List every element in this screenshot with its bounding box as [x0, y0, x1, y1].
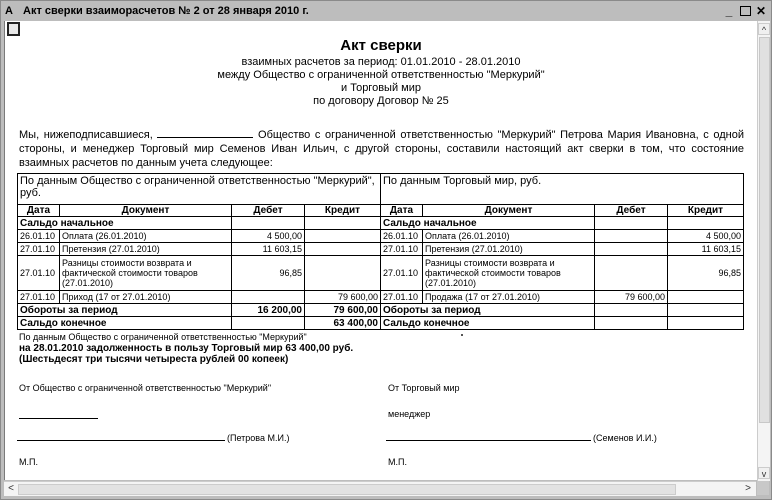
cell-document: Претензия (27.01.2010)	[60, 243, 232, 256]
horizontal-scroll-thumb[interactable]	[18, 484, 676, 495]
scroll-down-button[interactable]: v	[758, 467, 770, 479]
cell-debit	[595, 230, 668, 243]
closing-credit: 63 400,00	[305, 317, 381, 330]
closing-debit	[232, 317, 305, 330]
cell-credit	[305, 230, 381, 243]
sign-left-signature-line	[17, 440, 225, 441]
intro-part2: Общество с ограниченной ответственностью "Меркурий" Петрова Мария Ивановна, с одной стороны, и менеджер Торговый мир Семенов Иван Ильич, с другой стороны, составили настоящий акт сверки в том, что состояние взаимных расчетов по данным учета следующее:	[19, 129, 744, 169]
col-credit: Кредит	[305, 205, 381, 217]
sign-right-stamp: М.П.	[388, 457, 407, 467]
right-caption: По данным Торговый мир, руб.	[381, 174, 744, 205]
table-row	[18, 256, 744, 291]
col-debit: Дебет	[595, 205, 668, 217]
closing-label: Сальдо конечное	[18, 317, 232, 330]
vertical-scroll-thumb[interactable]	[759, 37, 770, 423]
cell-document: Разницы стоимости возврата и фактической стоимости товаров (27.01.2010)	[423, 256, 595, 291]
document-title: Акт сверки	[340, 37, 422, 54]
cell-document: Оплата (26.01.2010)	[423, 230, 595, 243]
summary-amount-words: (Шестьдесят три тысячи четыреста рублей 00 копеек)	[19, 354, 289, 365]
sign-right-signature-line	[386, 440, 591, 441]
closing-credit	[668, 317, 744, 330]
table-row	[18, 230, 744, 243]
cell-credit	[305, 243, 381, 256]
cell-document: Продажа (17 от 27.01.2010)	[423, 291, 595, 304]
opening-credit	[668, 217, 744, 230]
cell-credit	[668, 291, 744, 304]
sign-right-position: менеджер	[388, 409, 431, 419]
maximize-button[interactable]	[739, 5, 751, 17]
turnover-label: Обороты за период	[381, 304, 595, 317]
table-row	[18, 291, 744, 304]
opening-debit	[232, 217, 305, 230]
turnover-debit	[595, 304, 668, 317]
cell-date: 27.01.10	[18, 256, 60, 291]
col-document: Документ	[60, 205, 232, 217]
scroll-right-button[interactable]: >	[745, 483, 751, 494]
cell-debit: 4 500,00	[232, 230, 305, 243]
subtitle-between: между Общество с ограниченной ответственностью "Меркурий"	[217, 69, 545, 81]
col-credit: Кредит	[668, 205, 744, 217]
stray-dot	[461, 334, 463, 336]
vertical-scrollbar[interactable]	[757, 21, 770, 481]
scroll-up-button[interactable]: ^	[758, 23, 770, 35]
col-debit: Дебет	[232, 205, 305, 217]
subtitle-and: и Торговый мир	[341, 82, 421, 94]
sign-right-from: От Торговый мир	[388, 383, 460, 393]
turnover-credit: 79 600,00	[305, 304, 381, 317]
closing-balance-row	[18, 317, 744, 330]
cell-debit	[232, 291, 305, 304]
signature-blank	[157, 128, 253, 138]
cell-credit: 79 600,00	[305, 291, 381, 304]
cell-document: Претензия (27.01.2010)	[423, 243, 595, 256]
col-document: Документ	[423, 205, 595, 217]
horizontal-scrollbar[interactable]	[4, 481, 756, 496]
turnover-credit	[668, 304, 744, 317]
sign-left-stamp: М.П.	[19, 457, 38, 467]
scroll-left-button[interactable]: <	[8, 483, 14, 494]
closing-debit	[595, 317, 668, 330]
closing-label: Сальдо конечное	[381, 317, 595, 330]
subtitle-period: взаимных расчетов за период: 01.01.2010 - 28.01.2010	[241, 56, 521, 68]
opening-label: Сальдо начальное	[18, 217, 232, 230]
intro-paragraph	[19, 128, 744, 170]
turnover-label: Обороты за период	[18, 304, 232, 317]
col-date: Дата	[18, 205, 60, 217]
cell-credit: 4 500,00	[668, 230, 744, 243]
summary-line1: По данным Общество с ограниченной ответственностью "Меркурий"	[19, 332, 307, 342]
cell-debit: 96,85	[232, 256, 305, 291]
minimize-button[interactable]: _	[725, 4, 733, 18]
sign-right-name: (Семенов И.И.)	[593, 433, 657, 443]
left-caption: По данным Общество с ограниченной ответственностью "Меркурий", руб.	[18, 174, 381, 205]
cell-date: 27.01.10	[381, 256, 423, 291]
reconciliation-table	[17, 173, 744, 330]
cell-date: 26.01.10	[381, 230, 423, 243]
turnover-debit: 16 200,00	[232, 304, 305, 317]
subtitle-contract: по договору Договор № 25	[313, 95, 449, 107]
cell-credit	[305, 256, 381, 291]
window-title: Акт сверки взаиморасчетов № 2 от 28 января 2010 г.	[23, 5, 309, 17]
opening-debit	[595, 217, 668, 230]
cell-document: Приход (17 от 27.01.2010)	[60, 291, 232, 304]
cell-date: 26.01.10	[18, 230, 60, 243]
cell-debit: 79 600,00	[595, 291, 668, 304]
size-grip[interactable]	[757, 481, 769, 495]
cell-debit	[595, 243, 668, 256]
summary-debt: на 28.01.2010 задолженность в пользу Торговый мир 63 400,00 руб.	[19, 343, 354, 354]
document-area	[4, 21, 757, 480]
opening-credit	[305, 217, 381, 230]
cell-debit: 11 603,15	[232, 243, 305, 256]
cell-debit	[595, 256, 668, 291]
cell-document: Оплата (26.01.2010)	[60, 230, 232, 243]
cell-date: 27.01.10	[18, 243, 60, 256]
maximize-icon	[740, 6, 751, 16]
cell-credit: 96,85	[668, 256, 744, 291]
sign-left-name: (Петрова М.И.)	[227, 433, 290, 443]
close-button[interactable]: ✕	[755, 4, 767, 18]
title-bar[interactable]	[1, 1, 771, 21]
opening-label: Сальдо начальное	[381, 217, 595, 230]
intro-part1: Мы, нижеподписавшиеся,	[19, 129, 153, 141]
opening-balance-row	[18, 217, 744, 230]
cell-date: 27.01.10	[381, 291, 423, 304]
select-all-corner[interactable]	[7, 22, 20, 36]
cell-document: Разницы стоимости возврата и фактической стоимости товаров (27.01.2010)	[60, 256, 232, 291]
col-date: Дата	[381, 205, 423, 217]
turnover-row	[18, 304, 744, 317]
sign-left-from: От Общество с ограниченной ответственностью "Меркурий"	[19, 383, 272, 393]
table-header-row	[18, 205, 744, 217]
table-caption-row	[18, 174, 744, 205]
cell-date: 27.01.10	[18, 291, 60, 304]
table-row	[18, 243, 744, 256]
sign-left-position-line	[19, 418, 98, 419]
cell-credit: 11 603,15	[668, 243, 744, 256]
document-text-icon: A	[5, 5, 13, 17]
cell-date: 27.01.10	[381, 243, 423, 256]
